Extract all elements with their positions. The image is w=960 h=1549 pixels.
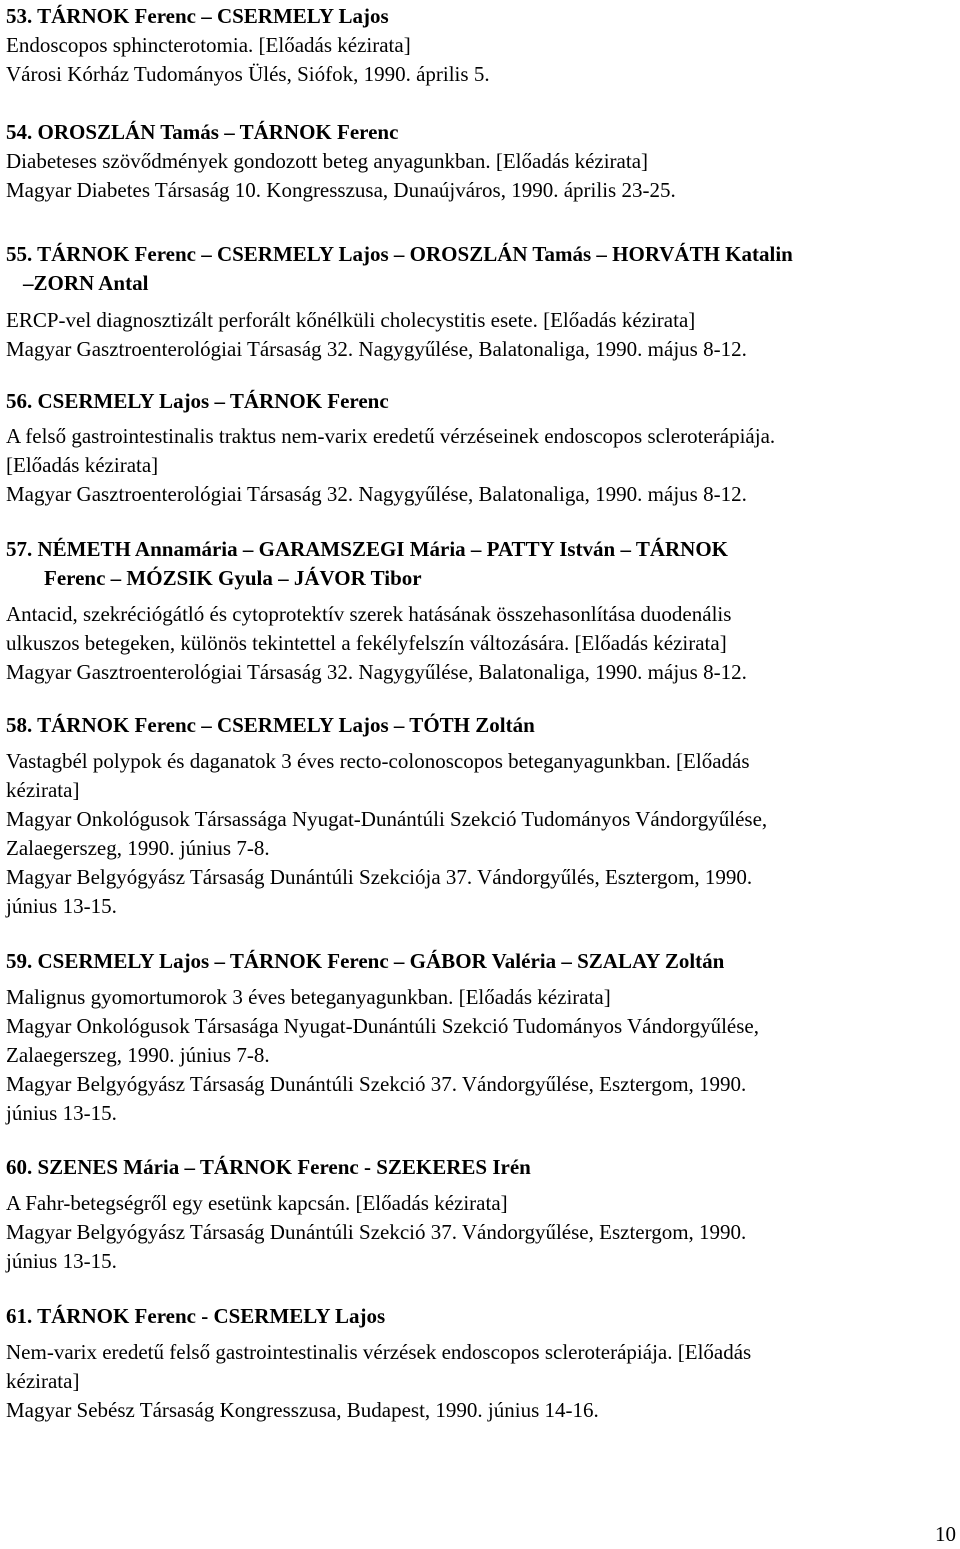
- entry-line: Magyar Belgyógyász Társaság Dunántúli Szekció 37. Vándorgyűlése, Esztergom, 1990.: [6, 1220, 747, 1244]
- entry-line: A Fahr-betegségről egy esetünk kapcsán. [Előadás kézirata]: [6, 1191, 508, 1215]
- entry-line: kézirata]: [6, 1369, 80, 1393]
- entry-line: Magyar Diabetes Társaság 10. Kongresszusa, Dunaújváros, 1990. április 23-25.: [6, 178, 676, 202]
- entry-54: [6, 118, 956, 205]
- entry-title: 61. TÁRNOK Ferenc - CSERMELY Lajos: [6, 1304, 386, 1328]
- entry-line: ulkuszos betegeken, különös tekintettel a fekélyfelszín változására. [Előadás kézirata]: [6, 631, 727, 655]
- entry-title: 60. SZENES Mária – TÁRNOK Ferenc - SZEKERES Irén: [6, 1155, 531, 1179]
- entry-line: Magyar Onkológusok Társassága Nyugat-Dunántúli Szekció Tudományos Vándorgyűlése,: [6, 807, 768, 831]
- entry-line: Diabeteses szövődmények gondozott beteg anyagunkban. [Előadás kézirata]: [6, 149, 649, 173]
- entry-title: 56. CSERMELY Lajos – TÁRNOK Ferenc: [6, 389, 389, 413]
- entry-56: [6, 387, 956, 509]
- entry-55: [6, 240, 956, 364]
- entry-line: Zalaegerszeg, 1990. június 7-8.: [6, 1043, 270, 1067]
- entry-line: Nem-varix eredetű felső gastrointestinalis vérzések endoscopos scleroterápiája. [Előadás: [6, 1340, 752, 1364]
- entry-line: Endoscopos sphincterotomia. [Előadás kézirata]: [6, 33, 411, 57]
- entry-title: 58. TÁRNOK Ferenc – CSERMELY Lajos – TÓTH Zoltán: [6, 713, 535, 737]
- entry-title-continued: –ZORN Antal: [23, 271, 149, 295]
- entry-line: Magyar Belgyógyász Társaság Dunántúli Szekció 37. Vándorgyűlése, Esztergom, 1990.: [6, 1072, 747, 1096]
- entry-60: [6, 1153, 956, 1276]
- entry-line: Magyar Gasztroenterológiai Társaság 32. Nagygyűlése, Balatonaliga, 1990. május 8-12.: [6, 337, 747, 361]
- entry-line: június 13-15.: [6, 894, 117, 918]
- entry-line: június 13-15.: [6, 1249, 117, 1273]
- entry-53: [6, 2, 956, 89]
- entry-line: kézirata]: [6, 778, 80, 802]
- entry-line: A felső gastrointestinalis traktus nem-varix eredetű vérzéseinek endoscopos scleroterápiája.: [6, 424, 776, 448]
- entry-line: Zalaegerszeg, 1990. június 7-8.: [6, 836, 270, 860]
- entry-title: 57. NÉMETH Annamária – GARAMSZEGI Mária – PATTY István – TÁRNOK: [6, 537, 729, 561]
- entry-line: Városi Kórház Tudományos Ülés, Siófok, 1990. április 5.: [6, 62, 490, 86]
- entry-61: [6, 1302, 956, 1425]
- entry-title: 59. CSERMELY Lajos – TÁRNOK Ferenc – GÁBOR Valéria – SZALAY Zoltán: [6, 949, 725, 973]
- entry-line: Malignus gyomortumorok 3 éves beteganyagunkban. [Előadás kézirata]: [6, 985, 611, 1009]
- entry-line: Magyar Onkológusok Társasága Nyugat-Dunántúli Szekció Tudományos Vándorgyűlése,: [6, 1014, 759, 1038]
- entry-title: 53. TÁRNOK Ferenc – CSERMELY Lajos: [6, 4, 389, 28]
- entry-line: Magyar Gasztroenterológiai Társaság 32. Nagygyűlése, Balatonaliga, 1990. május 8-12.: [6, 482, 747, 506]
- entry-59: [6, 947, 956, 1128]
- entry-line: Magyar Belgyógyász Társaság Dunántúli Szekciója 37. Vándorgyűlés, Esztergom, 1990.: [6, 865, 753, 889]
- entry-57: [6, 535, 956, 687]
- entry-line: [Előadás kézirata]: [6, 453, 159, 477]
- entry-line: Magyar Gasztroenterológiai Társaság 32. Nagygyűlése, Balatonaliga, 1990. május 8-12.: [6, 660, 747, 684]
- entry-line: június 13-15.: [6, 1101, 117, 1125]
- entry-title: 55. TÁRNOK Ferenc – CSERMELY Lajos – OROSZLÁN Tamás – HORVÁTH Katalin: [6, 242, 793, 266]
- entry-line: Antacid, szekréciógátló és cytoprotektív szerek hatásának összehasonlítása duodenális: [6, 602, 732, 626]
- entry-title-continued: Ferenc – MÓZSIK Gyula – JÁVOR Tibor: [44, 566, 422, 590]
- page-number: 10: [935, 1522, 956, 1546]
- entry-line: Vastagbél polypok és daganatok 3 éves recto-colonoscopos beteganyagunkban. [Előadás: [6, 749, 750, 773]
- entry-title: 54. OROSZLÁN Tamás – TÁRNOK Ferenc: [6, 120, 399, 144]
- entry-58: [6, 711, 956, 921]
- entry-line: ERCP-vel diagnosztizált perforált kőnélküli cholecystitis esete. [Előadás kézirata]: [6, 308, 696, 332]
- entry-line: Magyar Sebész Társaság Kongresszusa, Budapest, 1990. június 14-16.: [6, 1398, 599, 1422]
